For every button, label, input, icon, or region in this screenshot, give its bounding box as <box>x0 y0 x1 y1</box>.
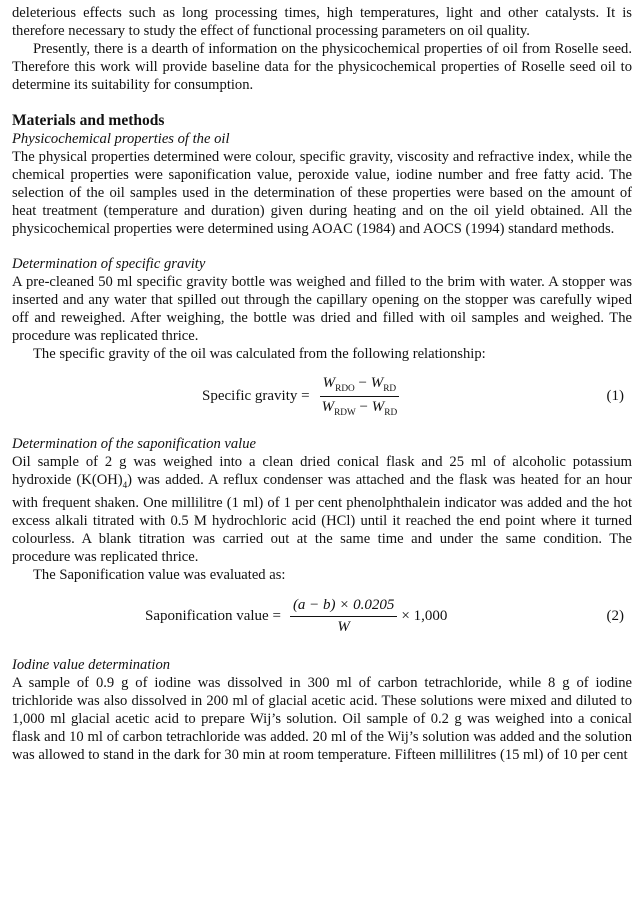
specific-gravity-paragraph: A pre-cleaned 50 ml specific gravity bottle was weighed and filled to the brim with water. A stopper was inserted and any water that spilled out through the capillary opening on the stopper was carefully wiped off and reweighed. After weighing, the bottle was dried and filled with oil samples and weighed. The procedure was replicated thrice. <box>12 274 632 344</box>
equation-1-fraction <box>319 375 401 418</box>
subheading-specific-gravity: Determination of specific gravity <box>12 256 206 272</box>
equation-2-fraction <box>290 597 397 636</box>
equation-1 <box>12 374 632 418</box>
saponification-paragraph-2: The Saponification value was evaluated as: <box>33 566 286 583</box>
intro-paragraph-2: Presently, there is a dearth of information on the physicochemical properties of oil from Roselle seed. Therefore this work will provide baseline data for the physicochemical properties of Roselle seed oil to determine its suitability for consumption. <box>12 41 632 93</box>
subheading-iodine: Iodine value determination <box>12 656 171 673</box>
equation-2-suffix: × 1,000 <box>401 608 448 625</box>
equation-2-numerator: (a − b) × 0.0205 <box>290 597 397 617</box>
subheading-saponification: Determination of the saponification value <box>12 436 257 452</box>
equation-1-label: Specific gravity = <box>202 387 310 404</box>
equation-2-number: (2) <box>606 608 624 625</box>
section-heading-materials: Materials and methods <box>12 112 165 129</box>
equation-1-number: (1) <box>606 387 624 404</box>
materials-paragraph: The physical properties determined were colour, specific gravity, viscosity and refractive index, while the chemical properties were saponification value, peroxide value, iodine number and free fatty acid. The selection of the oil samples used in the determination of these properties were based on the amount of heat treatment (temperature and duration) given during heating and on the oil yield obtained. All the physicochemical properties were determined using AOAC (1984) and AOCS (1994) standard methods. <box>12 149 632 237</box>
equation-2-denominator: W <box>337 619 350 636</box>
iodine-paragraph: A sample of 0.9 g of iodine was dissolved in 300 ml of carbon tetrachloride, while 8 g of iodine trichloride was also dissolved in 200 ml of glacial acetic acid. These solutions were mixed and diluted to 1,000 ml glacial acetic acid to prepare Wij’s solution. Oil sample of 0.2 g was weighed into a conical flask and 10 ml of carbon tetrachloride was added. 20 ml of the Wij’s solution was added and the solution was allowed to stand in the dark for 30 min at room temperature. Fifteen millilitres (15 ml) of 10 per cent <box>12 674 632 763</box>
saponification-paragraph: Oil sample of 2 g was weighed into a clean dried conical flask and 25 ml of alcoholic potassium hydroxide $(K(OH)_4)$ was added. A reflux condenser was attached and the flask was heated for an hour with frequent shaken. One millilitre (1 ml) of 1 per cent phenolphthalein indicator was added and the hot excess alkali titrated with 0.5 M hydrochloric acid (HCl) until it reached the end point where it turned colourless. A blank titration was carried out at the same time and under the same condition. The procedure was replicated thrice. <box>12 454 632 565</box>
equation-2 <box>12 595 632 639</box>
equation-1-numerator: $W_{RDO} - W_{RD}$ <box>320 375 400 397</box>
intro-paragraph: deleterious effects such as long processing times, high temperatures, light and other catalysts. It is therefore necessary to study the effect of functional processing parameters on oil quality. <box>12 5 632 39</box>
specific-gravity-paragraph-2: The specific gravity of the oil was calculated from the following relationship: <box>33 346 486 362</box>
equation-2-label: Saponification value = <box>145 608 281 625</box>
subheading-physicochemical: Physicochemical properties of the oil <box>12 131 230 147</box>
equation-1-denominator: $W_{RDW} - W_{RD}$ <box>321 398 398 418</box>
